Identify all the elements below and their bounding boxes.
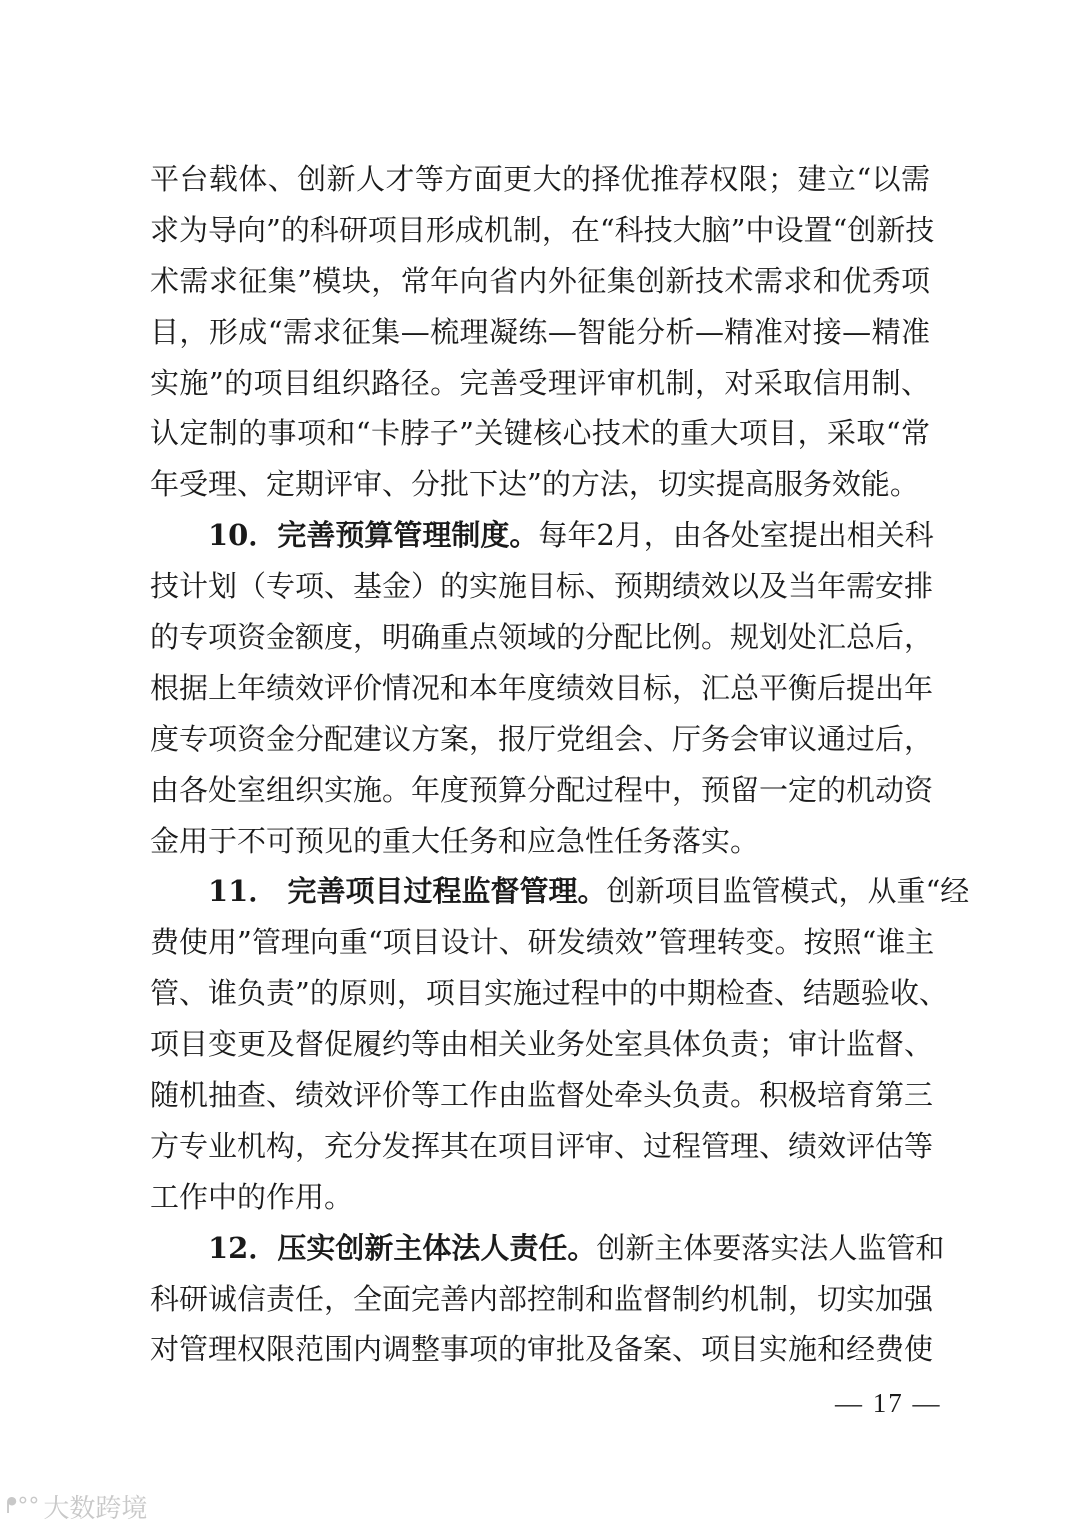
- text-span: 创新主体要落实法人监管和: [596, 1230, 945, 1265]
- text-line: 度专项资金分配建议方案，报厅党组会、厅务会审议通过后，: [150, 721, 934, 756]
- text-line: 平台载体、创新人才等方面更大的择优推荐权限；建立“以需: [150, 162, 930, 196]
- text-line: 求为导向”的科研项目形成机制，在“科技大脑”中设置“创新技: [150, 212, 935, 247]
- page-number: — 17 —: [835, 1388, 942, 1418]
- text-line: 方专业机构，充分发挥其在项目评审、过程管理、绩效评估等: [150, 1128, 934, 1163]
- text-line: 随机抽查、绩效评价等工作由监督处牵头负责。积极培育第三: [150, 1078, 934, 1113]
- text-line: 项目变更及督促履约等由相关业务处室具体负责；审计监督、: [150, 1027, 934, 1062]
- section-12-first-line: [150, 1223, 945, 1274]
- watermark-text: 大数跨境: [43, 1494, 148, 1524]
- text-line: 管、谁负责”的原则，项目实施过程中的中期检查、结题验收、: [150, 976, 948, 1011]
- watermark: [6, 1488, 147, 1525]
- section-heading: 10．完善预算管理制度。: [208, 518, 539, 553]
- text-line: 认定制的事项和“卡脖子”关键核心技术的重大项目，采取“常: [150, 416, 930, 451]
- text-line: 目，形成“需求征集—梳理凝练—智能分析—精准对接—精准: [150, 314, 930, 349]
- watermark-logo-icon: ᖰ°°: [6, 1494, 40, 1519]
- text-line: 由各处室组织实施。年度预算分配过程中，预留一定的机动资: [150, 772, 934, 807]
- text-span: 每年2月，由各处室提出相关科: [538, 518, 934, 553]
- text-line: 工作中的作用。: [150, 1179, 354, 1214]
- document-body: [150, 154, 970, 1375]
- text-span: 创新项目监管模式，从重“经: [606, 874, 970, 909]
- text-line: 费使用”管理向重“项目设计、研发绩效”管理转变。按照“谁主: [150, 925, 935, 960]
- text-line: 对管理权限范围内调整事项的审批及备案、项目实施和经费使: [150, 1332, 934, 1367]
- section-heading: 11． 完善项目过程监督管理。: [208, 874, 607, 909]
- text-line: 技计划（专项、基金）的实施目标、预期绩效以及当年需安排: [150, 569, 934, 604]
- text-line: 金用于不可预见的重大任务和应急性任务落实。: [150, 823, 760, 858]
- text-line: 术需求征集”模块，常年向省内外征集创新技术需求和优秀项: [150, 263, 930, 298]
- text-line: 根据上年绩效评价情况和本年度绩效目标，汇总平衡后提出年: [150, 670, 934, 705]
- text-line: 实施”的项目组织路径。完善受理评审机制，对采取信用制、: [150, 365, 930, 400]
- text-line: 科研诚信责任，全面完善内部控制和监督制约机制，切实加强: [150, 1281, 934, 1316]
- section-11-first-line: [150, 866, 970, 917]
- text-line: 年受理、定期评审、分批下达”的方法，切实提高服务效能。: [150, 467, 919, 502]
- text-line: 的专项资金额度，明确重点领域的分配比例。规划处汇总后，: [150, 620, 934, 655]
- section-heading: 12．压实创新主体法人责任。: [208, 1230, 597, 1265]
- section-10-first-line: [150, 510, 934, 561]
